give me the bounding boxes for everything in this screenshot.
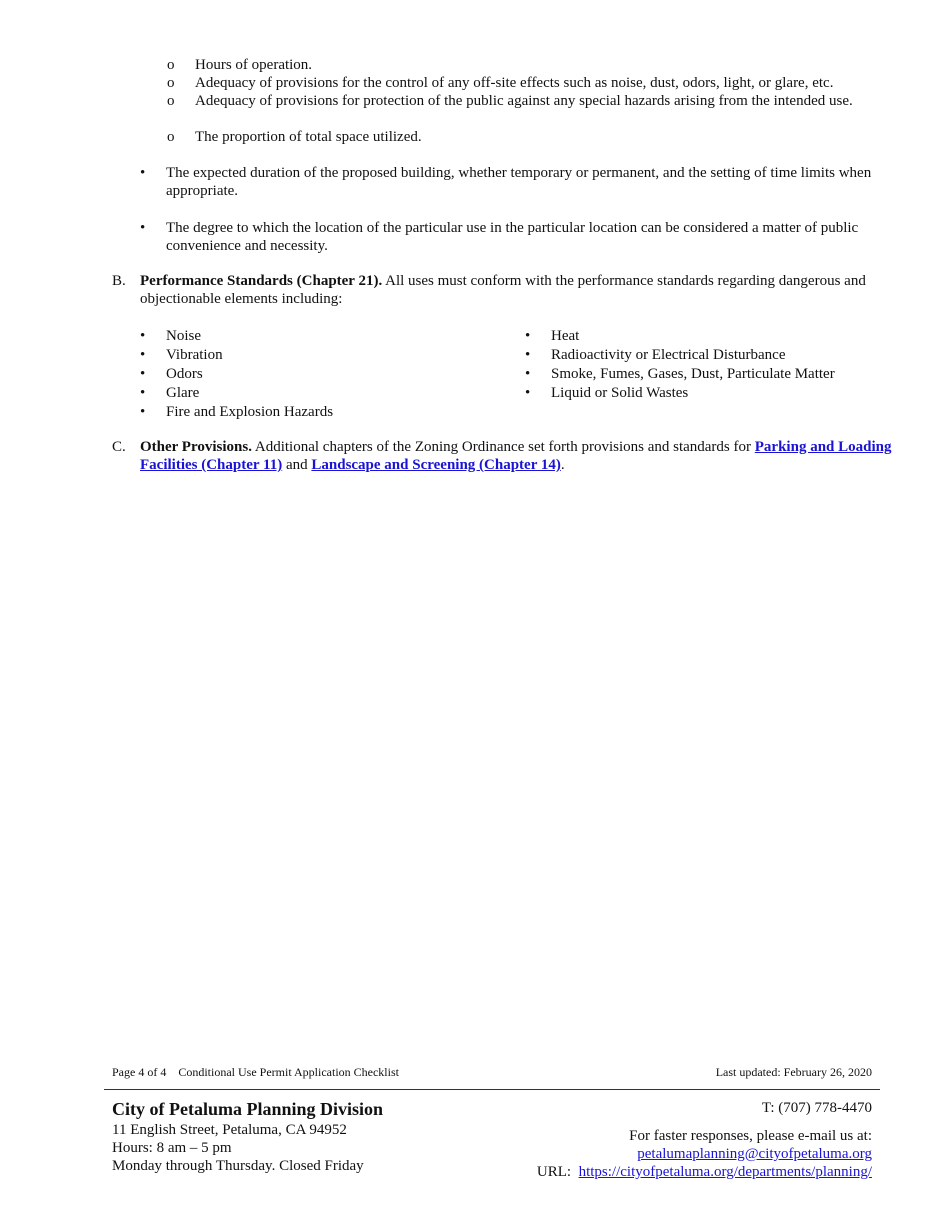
bullet-icon: • bbox=[140, 366, 146, 382]
list-item: o Adequacy of provisions for protection of the public against any special hazards arising from the intended use. bbox=[167, 93, 853, 109]
list-item: o The proportion of total space utilized. bbox=[167, 129, 422, 145]
bullet-icon: • bbox=[140, 165, 146, 181]
section-heading: Performance Standards (Chapter 21). bbox=[140, 273, 383, 289]
circle-bullet-icon: o bbox=[167, 129, 175, 145]
parking-chapter-link[interactable]: Parking and Loading Facilities (Chapter 11) bbox=[140, 439, 892, 473]
bullet-icon: • bbox=[140, 385, 146, 401]
phone-number: T: (707) 778-4470 bbox=[761, 1100, 872, 1116]
list-item: o Adequacy of provisions for the control of any off-site effects such as noise, dust, odors, light, or glare, etc. bbox=[167, 75, 834, 91]
section-text: Additional chapters of the Zoning Ordinance set forth provisions and standards for bbox=[251, 439, 755, 455]
bullet-icon: • bbox=[525, 347, 531, 363]
bullet-icon: • bbox=[525, 366, 531, 382]
section-heading: Other Provisions. bbox=[140, 439, 252, 455]
document-title: Conditional Use Permit Application Checklist bbox=[178, 1065, 399, 1079]
list-item: • The degree to which the location of the particular use in the particular location can be considered a matter of public convenience and necessity. bbox=[140, 220, 859, 254]
email-link[interactable]: petalumaplanning@cityofpetaluma.org bbox=[637, 1146, 872, 1162]
last-updated: Last updated: February 26, 2020 bbox=[715, 1065, 872, 1079]
email-prompt: For faster responses, please e-mail us at: bbox=[629, 1128, 872, 1144]
website-link[interactable]: https://cityofpetaluma.org/departments/planning/ bbox=[578, 1164, 872, 1180]
standards-right-column bbox=[525, 327, 875, 403]
bullet-icon: • bbox=[140, 220, 146, 236]
footer-divider bbox=[104, 1089, 880, 1090]
circle-bullet-icon: o bbox=[167, 75, 175, 91]
circle-bullet-icon: o bbox=[167, 57, 175, 73]
page-number: Page 4 of 4 bbox=[112, 1065, 167, 1079]
section-text: All uses must conform with the performance standards regarding dangerous and objectionable elements including: bbox=[140, 273, 866, 307]
email-link-wrapper bbox=[637, 1145, 872, 1163]
bullet-icon: • bbox=[525, 328, 531, 344]
list-item: • Liquid or Solid Wastes bbox=[525, 385, 689, 401]
landscape-chapter-link[interactable]: Landscape and Screening (Chapter 14) bbox=[311, 457, 561, 473]
circle-bullet-icon: o bbox=[167, 93, 175, 109]
list-item: • Vibration bbox=[140, 347, 223, 363]
section-b bbox=[112, 272, 900, 308]
footer-page-info bbox=[112, 1065, 399, 1080]
sub-item-list bbox=[167, 56, 867, 146]
section-letter: C. bbox=[112, 439, 126, 455]
list-item: • The expected duration of the proposed building, whether temporary or permanent, and the setting of time limits when appropriate. bbox=[140, 165, 872, 199]
office-hours: Hours: 8 am – 5 pm bbox=[112, 1140, 232, 1156]
bullet-icon: • bbox=[140, 328, 146, 344]
url-line bbox=[537, 1163, 872, 1181]
standards-left-column bbox=[140, 327, 500, 422]
bullet-icon: • bbox=[525, 385, 531, 401]
organization-name: City of Petaluma Planning Division bbox=[112, 1099, 384, 1119]
bullet-icon: • bbox=[140, 347, 146, 363]
list-item: • Fire and Explosion Hazards bbox=[140, 404, 334, 420]
bullet-icon: • bbox=[140, 404, 146, 420]
list-item: • Glare bbox=[140, 385, 200, 401]
section-c: C. Other Provisions. Additional chapters of the Zoning Ordinance set forth provisions and standards for Parking and Loading Facilities (Chapter 11) and Landscape and Screening (Chapter 14). bbox=[112, 439, 892, 473]
office-days: Monday through Thursday. Closed Friday bbox=[112, 1158, 364, 1174]
address: 11 English Street, Petaluma, CA 94952 bbox=[112, 1122, 347, 1138]
url-label: URL: bbox=[536, 1164, 572, 1180]
list-item: • Noise bbox=[140, 328, 201, 344]
list-item: • Heat bbox=[525, 328, 580, 344]
list-item: • Odors bbox=[140, 366, 203, 382]
list-item: • Smoke, Fumes, Gases, Dust, Particulate Matter bbox=[525, 366, 835, 382]
list-item: o Hours of operation. bbox=[167, 57, 313, 73]
list-item: • Radioactivity or Electrical Disturbance bbox=[525, 347, 786, 363]
section-letter: B. bbox=[112, 273, 126, 289]
